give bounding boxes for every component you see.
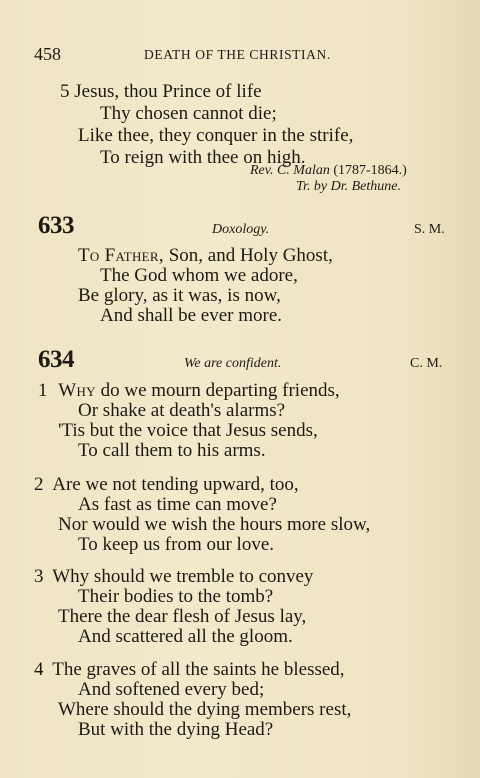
author-dates: (1787-1864.) [333,163,407,178]
doxology-line: The God whom we adore, [100,265,298,286]
stanza-line: 'Tis but the voice that Jesus sends, [58,420,318,441]
stanza-line [34,567,313,587]
stanza-line: And scattered all the gloom. [78,626,293,647]
hymn-number: 633 [38,212,74,239]
stanza-line-text: Jesus, thou Prince of life [74,81,262,102]
stanza-line: But with the dying Head? [78,719,274,740]
stanza-number: 1 [38,380,48,401]
translator-attribution: Tr. by Dr. Bethune. [296,179,401,194]
stanza-number: 4 [34,659,44,680]
page-number: 458 [34,44,61,64]
doxology-line [78,246,333,266]
stanza-line: Or shake at death's alarms? [78,400,286,421]
stanza-line: Where should the dying members rest, [58,699,352,720]
stanza-line: Their bodies to the tomb? [78,586,274,607]
stanza-line [34,475,299,495]
stanza-line: Nor would we wish the hours more slow, [58,514,371,535]
hymn-number: 634 [38,346,74,373]
stanza-number: 2 [34,474,44,495]
stanza-line: There the dear flesh of Jesus lay, [58,606,307,627]
hymn-meter: S. M. [414,222,445,237]
stanza-line: As fast as time can move? [78,494,277,515]
stanza-number: 3 [34,566,44,587]
stanza-number: 5 [60,81,70,102]
line-text: Why should we tremble to convey [52,566,314,587]
stanza-line: Thy chosen cannot die; [100,103,277,124]
stanza-line: To keep us from our love. [78,534,275,555]
stanza-line: To call them to his arms. [78,440,266,461]
small-caps-word: To Father, [78,245,164,266]
stanza-line [60,82,262,102]
author-name: Rev. C. Malan [250,163,330,178]
line-text: Are we not tending upward, too, [52,474,299,495]
stanza-line [38,381,340,401]
doxology-line: And shall be ever more. [100,305,283,326]
doxology-line: Be glory, as it was, is now, [78,285,281,306]
line-text: do we mourn departing friends, [95,380,340,401]
stanza-line: To reign with thee on high. [100,147,306,168]
hymn-meter: C. M. [410,356,443,371]
line-text: The graves of all the saints he blessed, [52,659,345,680]
stanza-line: And softened every bed; [78,679,265,700]
small-caps-word: Why [58,380,96,401]
hymn-title: Doxology. [212,222,270,237]
line-text: Son, and Holy Ghost, [163,245,333,266]
stanza-line: Like thee, they conquer in the strife, [78,125,354,146]
author-attribution [250,163,407,179]
running-head: DEATH OF THE CHRISTIAN. [144,47,331,62]
hymn-title: We are confident. [184,356,282,371]
stanza-line [34,660,345,680]
